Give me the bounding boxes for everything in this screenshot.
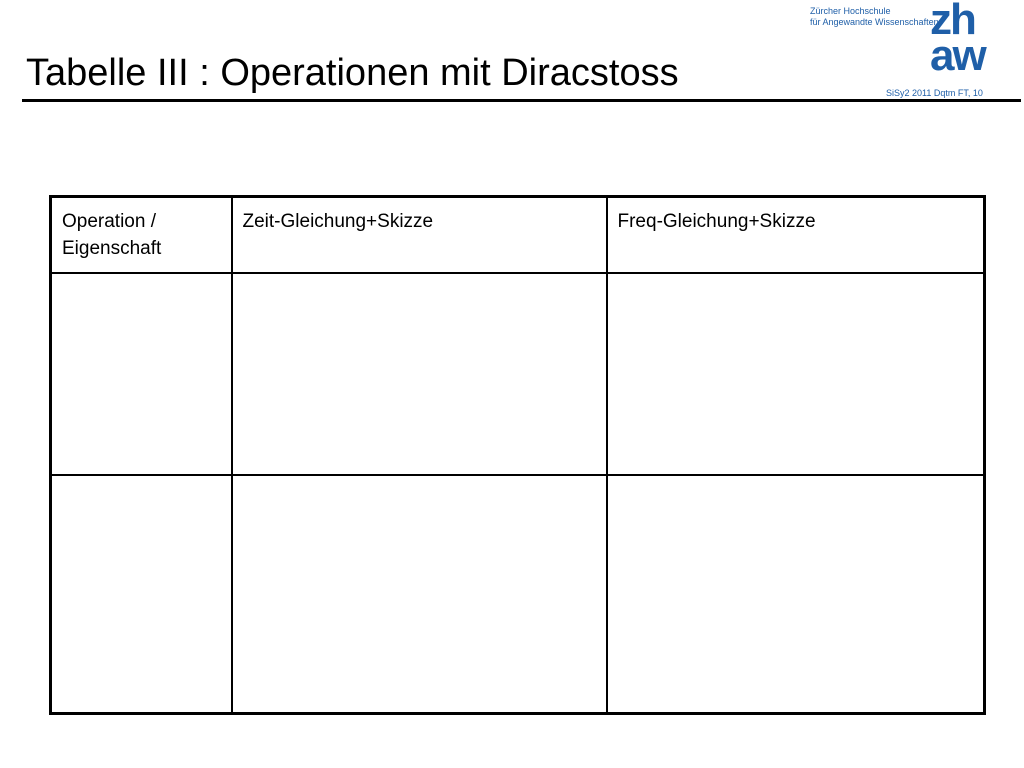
table-cell[interactable] [607, 273, 985, 475]
title-divider [22, 99, 1021, 102]
slide-reference: SiSy2 2011 Dqtm FT, 10 [886, 88, 983, 98]
logo-line-top: zh [930, 0, 975, 44]
table-cell[interactable] [51, 273, 232, 475]
table-row [51, 475, 985, 713]
header-cell-frequency-equation: Freq-Gleichung+Skizze [607, 197, 985, 274]
table-cell[interactable] [607, 475, 985, 713]
operations-table [49, 195, 986, 715]
zhaw-logo [930, 0, 985, 80]
table-row [51, 273, 985, 475]
institution-name-line1: Zürcher Hochschule [810, 6, 891, 16]
header-cell-operation: Operation / Eigenschaft [51, 197, 232, 274]
header-cell-time-equation: Zeit-Gleichung+Skizze [232, 197, 607, 274]
slide-title: Tabelle III : Operationen mit Diracstoss [26, 52, 679, 94]
table-cell[interactable] [232, 273, 607, 475]
table-cell[interactable] [51, 475, 232, 713]
logo-line-bottom: aw [930, 31, 985, 80]
table-header-row [51, 197, 985, 274]
institution-name-line2: für Angewandte Wissenschaften [810, 17, 939, 27]
table-cell[interactable] [232, 475, 607, 713]
